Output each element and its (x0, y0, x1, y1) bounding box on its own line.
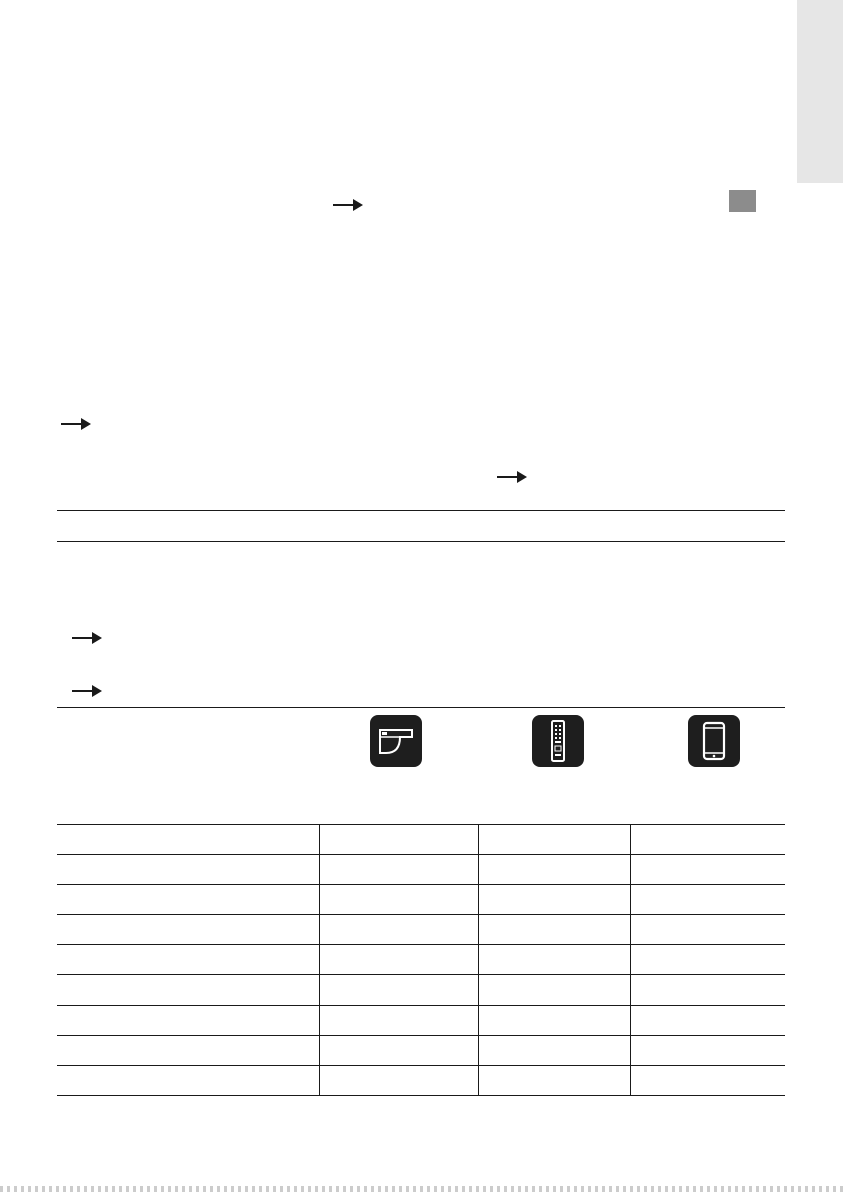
table-cell (319, 1005, 478, 1035)
table-cell (478, 885, 630, 915)
table-cell (319, 1065, 478, 1095)
table-cell (319, 825, 478, 855)
table-cell (630, 915, 785, 945)
smartphone-icon (688, 715, 740, 767)
table-cell (319, 975, 478, 1005)
table-cell (478, 1065, 630, 1095)
section-tab (797, 0, 843, 183)
table-cell (630, 975, 785, 1005)
table-row (57, 1035, 785, 1065)
table-cell (630, 1065, 785, 1095)
table-cell (478, 855, 630, 885)
divider (57, 541, 785, 542)
table-cell (57, 855, 319, 885)
table-cell (57, 1035, 319, 1065)
arrow-right-icon (72, 631, 102, 645)
table-cell (319, 855, 478, 885)
arrow-right-icon (497, 470, 527, 484)
table-cell (57, 1065, 319, 1095)
table-cell (478, 945, 630, 975)
table-cell (630, 825, 785, 855)
print-marks (0, 1186, 843, 1192)
table-row (57, 855, 785, 885)
divider (57, 707, 785, 708)
chapter-marker (729, 190, 756, 212)
table-cell (319, 885, 478, 915)
table-cell (57, 885, 319, 915)
table-row (57, 1005, 785, 1035)
table-row (57, 975, 785, 1005)
table-cell (319, 1035, 478, 1065)
table-row (57, 915, 785, 945)
table-cell (478, 915, 630, 945)
arrow-right-icon (72, 684, 102, 698)
table-cell (478, 975, 630, 1005)
table-row (57, 885, 785, 915)
table-cell (630, 855, 785, 885)
arrow-right-icon (333, 198, 363, 212)
shower-toilet-icon (370, 715, 422, 767)
table-cell (630, 1005, 785, 1035)
table-row (57, 1065, 785, 1095)
table-row (57, 825, 785, 855)
table-cell (478, 1035, 630, 1065)
table-cell (630, 1035, 785, 1065)
table-cell (478, 825, 630, 855)
table-cell (478, 1005, 630, 1035)
table-cell (319, 945, 478, 975)
table-cell (57, 915, 319, 945)
table-cell (630, 945, 785, 975)
table-row (57, 945, 785, 975)
divider (57, 510, 785, 511)
table-cell (57, 945, 319, 975)
remote-control-icon (532, 715, 584, 767)
table-cell (319, 915, 478, 945)
table-cell (57, 1005, 319, 1035)
table-cell (57, 825, 319, 855)
arrow-right-icon (61, 417, 91, 431)
table-cell (630, 885, 785, 915)
function-table (57, 824, 785, 1096)
table-cell (57, 975, 319, 1005)
